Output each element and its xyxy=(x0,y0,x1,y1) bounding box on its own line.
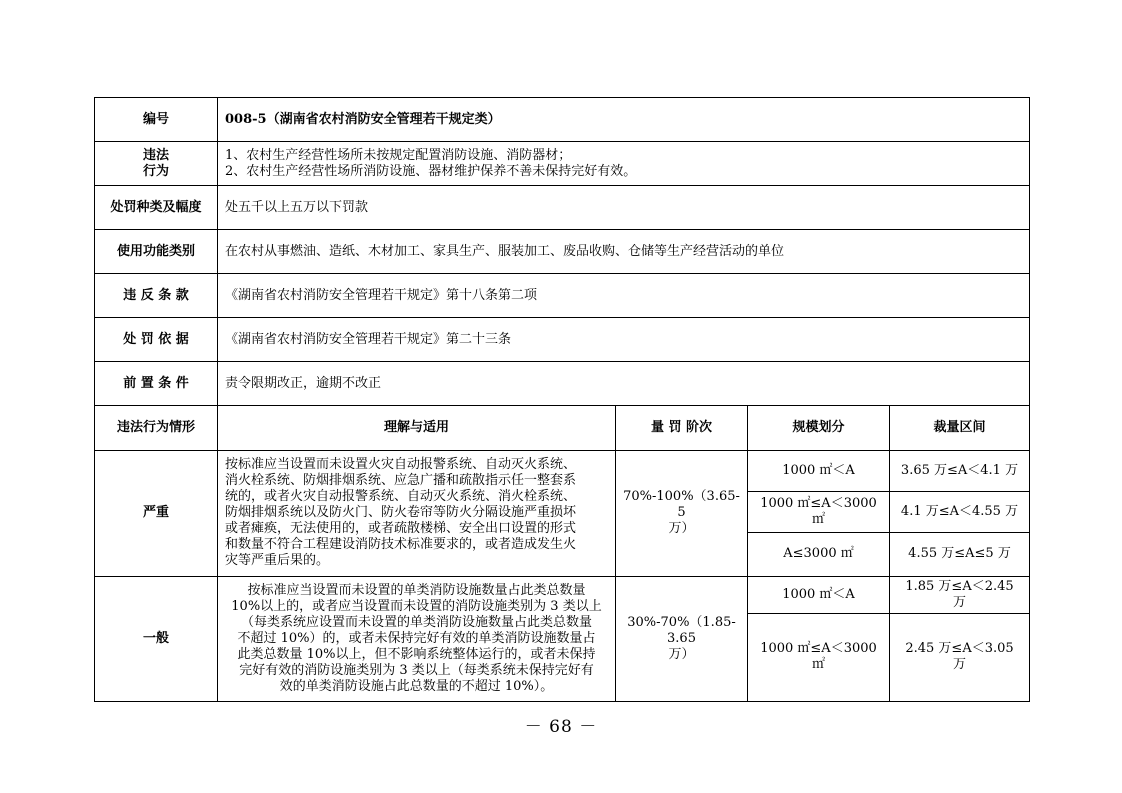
severe-row xyxy=(95,450,1030,491)
header-range: 裁量区间 xyxy=(890,406,1030,450)
severe-description-line: 防烟排烟系统以及防火门、防火卷帘等防火分隔设施严重损坏 xyxy=(225,505,577,521)
severe-range: 3.65 万≤A＜4.1 万 xyxy=(890,450,1030,491)
header-tier: 量 罚 阶次 xyxy=(616,406,748,450)
violation-items xyxy=(218,142,1030,186)
usage-category-label: 使用功能类别 xyxy=(95,230,218,274)
general-scale: 1000 ㎡≤A＜3000 ㎡ xyxy=(748,613,890,701)
severe-description-line: 按标准应当设置而未设置火灾自动报警系统、自动灭火系统、 xyxy=(225,457,577,473)
severe-description-line: 消火栓系统、防烟排烟系统、应急广播和疏散指示任一整套系 xyxy=(225,473,577,489)
row-violated-clause xyxy=(95,274,1030,318)
general-description-line: 此类总数量 10%以上，但不影响系统整体运行的，或者未保持 xyxy=(237,646,596,662)
penalty-basis-value: 《湖南省农村消防安全管理若干规定》第二十三条 xyxy=(218,318,1030,362)
row-precondition xyxy=(95,362,1030,406)
row-table-header xyxy=(95,406,1030,450)
general-description-line: 按标准应当设置而未设置的单类消防设施数量占此类总数量 xyxy=(247,582,586,598)
severe-description xyxy=(218,450,616,576)
usage-category-value: 在农村从事燃油、造纸、木材加工、家具生产、服装加工、废品收购、仓储等生产经营活动的单位 xyxy=(218,230,1030,274)
header-situation: 违法行为情形 xyxy=(95,406,218,450)
general-range: 2.45 万≤A＜3.05 万 xyxy=(890,613,1030,701)
header-scale: 规模划分 xyxy=(748,406,890,450)
penalty-standard-table xyxy=(94,97,1030,702)
penalty-type-label: 处罚种类及幅度 xyxy=(95,186,218,230)
severe-range: 4.1 万≤A＜4.55 万 xyxy=(890,491,1030,532)
general-description-line: 不超过 10%）的，或者未保持完好有效的单类消防设施数量占 xyxy=(237,630,596,646)
row-penalty-type xyxy=(95,186,1030,230)
general-tier-line: 万） xyxy=(668,646,695,662)
row-usage-category xyxy=(95,230,1030,274)
severe-description-line: 和数量不符合工程建设消防技术标准要求的，或者造成发生火 xyxy=(225,537,577,553)
header-interpretation: 理解与适用 xyxy=(218,406,616,450)
severe-description-line: 统的，或者火灾自动报警系统、自动灭火系统、消火栓系统、 xyxy=(225,489,577,505)
violation-label-line: 行为 xyxy=(142,163,169,179)
severe-label: 严重 xyxy=(95,450,218,576)
code-label: 编号 xyxy=(95,98,218,142)
violation-item: 1、农村生产经营性场所未按规定配置消防设施、消防器材； xyxy=(225,147,572,163)
severe-scale: A≤3000 ㎡ xyxy=(748,532,890,576)
violation-label xyxy=(95,142,218,186)
severe-scale: 1000 ㎡≤A＜3000 ㎡ xyxy=(748,491,890,532)
violated-clause-label: 违 反 条 款 xyxy=(95,274,218,318)
violated-clause-value: 《湖南省农村消防安全管理若干规定》第十八条第二项 xyxy=(218,274,1030,318)
severe-range: 4.55 万≤A≤5 万 xyxy=(890,532,1030,576)
general-tier-line: 30%-70%（1.85-3.65 xyxy=(627,614,736,646)
general-tier xyxy=(616,576,748,701)
code-value: 008-5（湖南省农村消防安全管理若干规定类） xyxy=(218,98,1030,142)
precondition-label: 前 置 条 件 xyxy=(95,362,218,406)
severe-tier-line: 70%-100%（3.65-5 xyxy=(623,489,740,521)
general-range: 1.85 万≤A＜2.45 万 xyxy=(890,576,1030,613)
general-description xyxy=(218,576,616,701)
general-row xyxy=(95,576,1030,613)
general-label: 一般 xyxy=(95,576,218,701)
general-description-line: 10%以上的，或者应当设置而未设置的消防设施类别为 3 类以上 xyxy=(231,598,602,614)
severe-tier-line: 万） xyxy=(668,521,695,537)
row-code xyxy=(95,98,1030,142)
row-violation xyxy=(95,142,1030,186)
general-description-line: （每类系统应设置而未设置的单类消防设施数量占此类总数量 xyxy=(240,614,592,630)
row-penalty-basis xyxy=(95,318,1030,362)
severe-scale: 1000 ㎡＜A xyxy=(748,450,890,491)
general-description-line: 效的单类消防设施占此总数量的不超过 10%）。 xyxy=(279,678,554,694)
severe-description-line: 灾等严重后果的。 xyxy=(225,553,330,569)
penalty-type-value: 处五千以上五万以下罚款 xyxy=(218,186,1030,230)
penalty-basis-label: 处 罚 依 据 xyxy=(95,318,218,362)
severe-description-line: 或者瘫痪，无法使用的，或者疏散楼梯、安全出口设置的形式 xyxy=(225,521,577,537)
precondition-value: 责令限期改正，逾期不改正 xyxy=(218,362,1030,406)
general-description-line: 完好有效的消防设施类别为 3 类以上（每类系统未保持完好有 xyxy=(239,662,594,678)
violation-item: 2、农村生产经营性场所消防设施、器材维护保养不善未保持完好有效。 xyxy=(225,163,637,179)
violation-label-line: 违法 xyxy=(142,147,169,163)
severe-tier xyxy=(616,450,748,576)
page-number: － 68 － xyxy=(524,717,598,737)
general-scale: 1000 ㎡＜A xyxy=(748,576,890,613)
